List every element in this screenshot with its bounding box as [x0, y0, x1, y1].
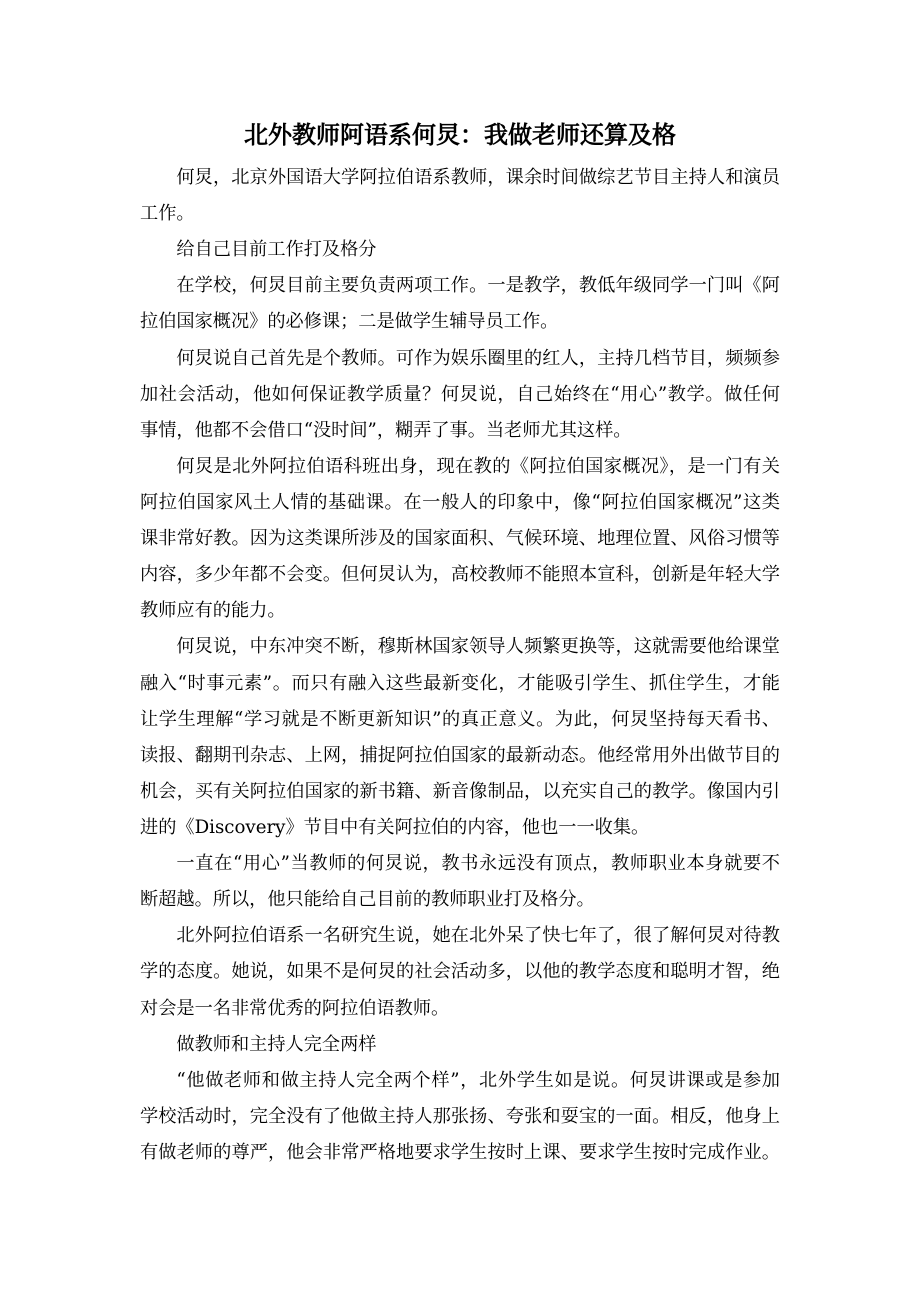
paragraph-line: 教师应有的能力。: [140, 600, 286, 622]
paragraph-line: 融入“时事元素”。而只有融入这些最新变化，才能吸引学生、抓住学生，才能: [140, 672, 780, 694]
paragraph: [140, 160, 780, 232]
paragraph: [140, 846, 780, 918]
paragraph: [140, 268, 780, 340]
section-heading: 给自己目前工作打及格分: [176, 239, 377, 261]
paragraph-line: 一直在“用心”当教师的何炅说，教书永远没有顶点，教师职业本身就要不: [176, 853, 780, 875]
paragraph-line: 何炅说，中东冲突不断，穆斯林国家领导人频繁更换等，这就需要他给课堂: [176, 636, 780, 658]
paragraph-line: “他做老师和做主持人完全两个样”，北外学生如是说。何炅讲课或是参加: [176, 1069, 780, 1091]
paragraph-line: 事情，他都不会借口“没时间”，糊弄了事。当老师尤其这样。: [140, 419, 632, 441]
paragraph-line: 断超越。所以，他只能给自己目前的教师职业打及格分。: [140, 889, 595, 911]
paragraph-line: 读报、翻期刊杂志、上网，捕捉阿拉伯国家的最新动态。他经常用外出做节目的: [140, 744, 780, 766]
paragraph-line: 北外阿拉伯语系一名研究生说，她在北外呆了快七年了，很了解何炅对待教: [176, 925, 780, 947]
paragraph-line: 加社会活动，他如何保证教学质量？何炅说，自己始终在“用心”教学。做任何: [140, 383, 780, 405]
paragraph-line: 让学生理解“学习就是不断更新知识”的真正意义。为此，何炅坚持每天看书、: [140, 708, 780, 730]
paragraph-line: 在学校，何炅目前主要负责两项工作。一是教学，教低年级同学一门叫《阿: [176, 275, 780, 297]
article-body: [140, 160, 780, 1171]
paragraph: [140, 1063, 780, 1171]
paragraph: [140, 449, 780, 630]
paragraph: [140, 918, 780, 1026]
paragraph-line: 阿拉伯国家风土人情的基础课。在一般人的印象中，像“阿拉伯国家概况”这类: [140, 491, 780, 513]
paragraph-line: 对会是一名非常优秀的阿拉伯语教师。: [140, 997, 450, 1019]
paragraph-line: 学校活动时，完全没有了他做主持人那张扬、夸张和耍宝的一面。相反，他身上: [140, 1105, 780, 1127]
paragraph-line: 课非常好教。因为这类课所涉及的国家面积、气候环境、地理位置、风俗习惯等: [140, 528, 780, 550]
paragraph-line: 学的态度。她说，如果不是何炅的社会活动多，以他的教学态度和聪明才智，绝: [140, 961, 780, 983]
paragraph-line: 有做老师的尊严，他会非常严格地要求学生按时上课、要求学生按时完成作业。: [140, 1141, 780, 1163]
paragraph-line: 进的《Discovery》节目中有关阿拉伯的内容，他也一一收集。: [140, 816, 650, 838]
paragraph-line: 何炅说自己首先是个教师。可作为娱乐圈里的红人，主持几档节目，频频参: [176, 347, 780, 369]
section-heading: 做教师和主持人完全两样: [176, 1033, 377, 1055]
document-title: 北外教师阿语系何炅：我做老师还算及格: [244, 120, 676, 149]
paragraph-line: 机会，买有关阿拉伯国家的新书籍、新音像制品，以充实自己的教学。像国内引: [140, 780, 780, 802]
paragraph: [140, 629, 780, 846]
paragraph-line: 内容，多少年都不会变。但何炅认为，高校教师不能照本宣科，创新是年轻大学: [140, 564, 780, 586]
paragraph-line: 工作。: [140, 203, 195, 225]
paragraph-line: 何炅，北京外国语大学阿拉伯语系教师，课余时间做综艺节目主持人和演员: [176, 167, 780, 188]
paragraph-line: 拉伯国家概况》的必修课；二是做学生辅导员工作。: [140, 311, 559, 333]
paragraph-line: 何炅是北外阿拉伯语科班出身，现在教的《阿拉伯国家概况》，是一门有关: [176, 455, 780, 477]
paragraph: [140, 341, 780, 449]
